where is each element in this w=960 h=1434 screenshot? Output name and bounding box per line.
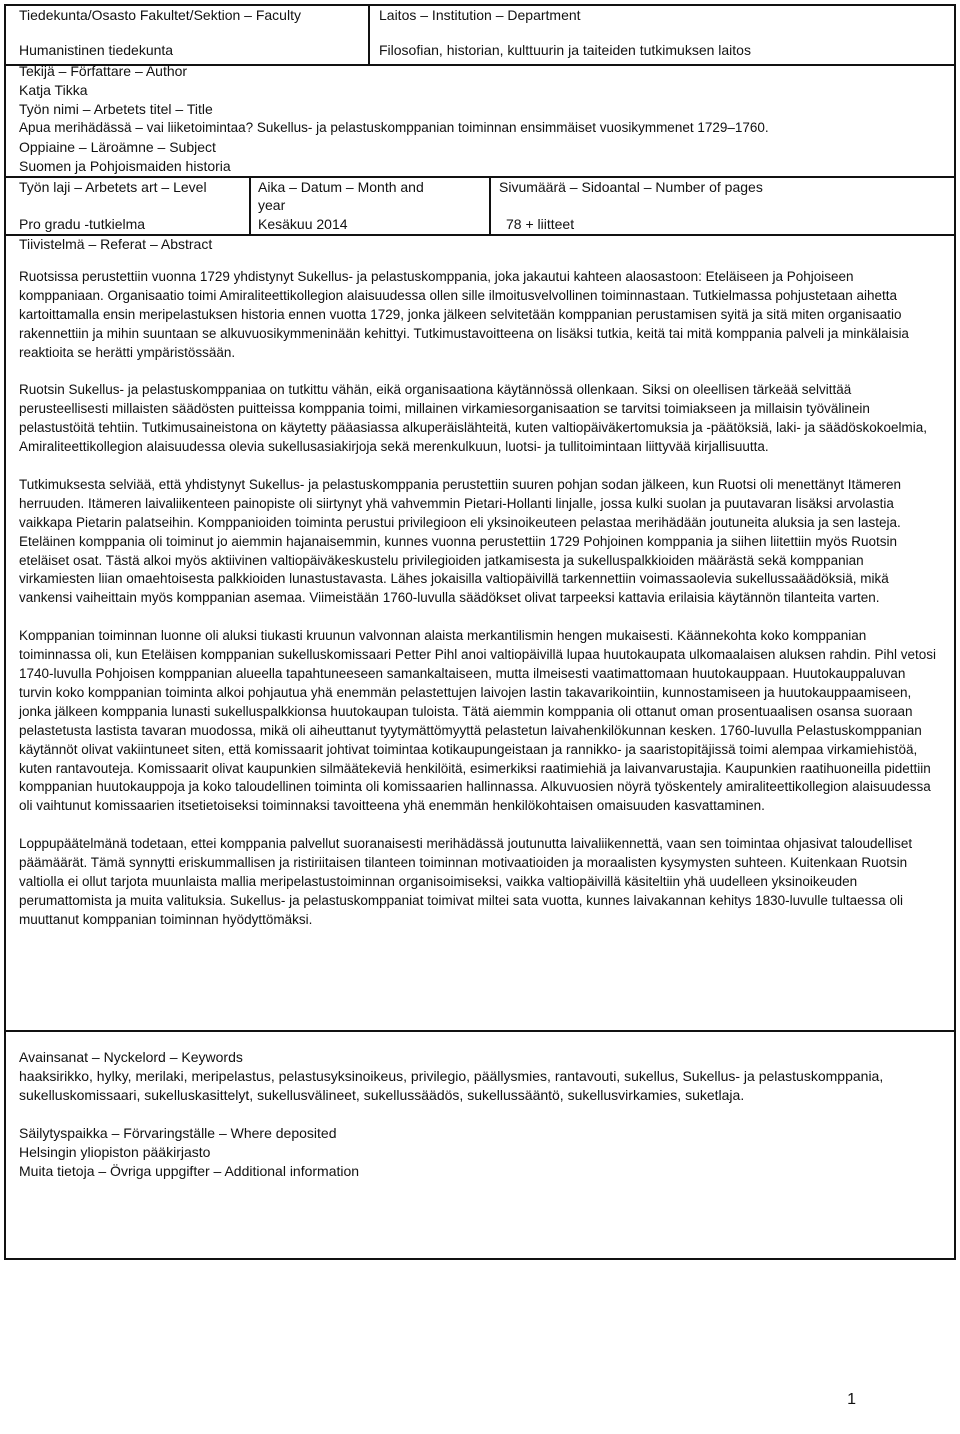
department-value: Filosofian, historian, kulttuurin ja taiteiden tutkimuksen laitos [379,42,751,58]
author-value: Katja Tikka [19,82,88,98]
abstract-paragraph: Loppupäätelmänä todetaan, ettei komppania palvellut suoranaisesti merihädässä joutunutta laivaliikennettä, vaan sen toimintaa ohjasivat taloudelliset päämäärät. Tämä synnytti eriskummallisen ja ristiriitaisen tilanteen toiminnan motivaatioiden ja moraalisten kysymysten suhteen. Kuitenkaan Ruotsin valtiolla ei ollut tarjota muunlaista mallia meripelastustoiminnan organisoimiseksi, vaikka valtiopäivillä käsiteltiin yhä uudelleen yksinoikeuden perumattomista ja muita valituksia. Sukellus- ja pelastuskomppaniat toimivat miltei sata vuotta, kunnes laivakannan kehitys 1830-luvulle tultaessa oli muuttanut komppanian toiminnan hyödyttömäksi. [19,836,913,927]
divider [368,6,370,64]
keywords-label: Avainsanat – Nyckelord – Keywords [19,1049,243,1065]
abstract-paragraph: Ruotsissa perustettiin vuonna 1729 yhdistynyt Sukellus- ja pelastuskomppania, joka jakautui kahteen alaosastoon: Eteläiseen ja Pohjoiseen komppaniaan. Organisaatio toimi Amiraliteettikollegion alaisuudessa ollen sille ilmoitusvelvollinen toiminnastaan. Tutkielmassa pohjustetaan aihetta kartoittamalla ensin meripelastuksen historia ennen vuotta 1729, jonka jälkeen selvitetään komppanian perustamisen syitä ja sitä miten organisaatio rakennettiin ja mihin suuntaan se alkuvuosikymmeninään kehittyi. Tutkimustavoitteena on lisäksi tutkia, keitä tai mitä komppania palveli ja minkälaisia reaktioita se herätti ympäristössään. [19,269,909,360]
date-label: Aika – Datum – Month and [258,179,424,195]
subject-value: Suomen ja Pohjoismaiden historia [19,158,231,174]
pages-label: Sivumäärä – Sidoantal – Number of pages [499,179,763,195]
level-label: Työn laji – Arbetets art – Level [19,179,207,195]
abstract-paragraph: Komppanian toiminnan luonne oli aluksi tiukasti kruunun valvonnan alaista merkantilismin hengen mukaisesti. Käännekohta koko komppanian toiminnassa oli, kun Eteläisen komppanian sukelluskomissaari Petter Pihl anoi valtiopäivillä lupaa huutokaupata ulkomaalaisen aluksen rahdin. Pihl vetosi 1740-luvulla Pohjoisen komppanian alueella tapahtuneeseen samankaltaiseen, mutta ilmeisesti vaatimattomaan huutokauppaan. Huutokauppaluvan turvin koko komppanian toiminta alkoi pohjautua yhä enemmän pelastettujen laivojen lastin takavarikointiin, kunnostamiseen ja huutokauppaamiseen, jonka jälkeen komppania lunasti sukelluspalkkionsa huutokaupan tuloista. Tätä aiemmin komppania oli ottanut oman prosentuaalisen osansa suoraan pelastetusta lastista tavaran muodossa, mikä oli aiheuttanut tyytymättömyyttä pelastetun laivahenkilökunnan kesken. 1760-luvulla Pelastuskomppanian käytännöt olivat vakiintuneet siten, että komissaarit johtivat toimintaa kotikaupungeistaan ja rannikko- ja saaristopitäjissä toimi alempaa virkamiehistöä, kuten rantavouteja. Komissaarit olivat kaupunkien silmäätekeviä henkilöitä, esimerkiksi raatimiehiä ja laivanvarustajia. Kaupunkien raatihuoneilla pidettiin komppanian huutokauppoja ja koko taloudellinen toiminta oli komissaarien hallinnassa. Alkuvuosien nöyrä työskentely amiraliteettikollegion alaisuudessa oli vaihtunut komissaarien itsetietoiseksi toiminnaksi tavoitteena yhä enemmän henkilökohtaisen omaisuuden kasvattaminen. [19,628,937,814]
author-label: Tekijä – Författare – Author [19,63,188,79]
deposited-value: Helsingin yliopiston pääkirjasto [19,1144,211,1160]
additional-info-label: Muita tietoja – Övriga uppgifter – Additional information [19,1163,360,1179]
department-label: Laitos – Institution – Department [379,7,581,23]
abstract-body [19,268,941,949]
keywords-value: haaksirikko, hylky, merilaki, meripelastus, pelastusyksinoikeus, privilegio, päällysmies, rantavouti, sukellus, Sukellus- ja pelastuskomppania, sukelluskomissaari, sukelluskasittelyt, sukellusvälineet, sukellussäädös, sukellussääntö, sukellusvirkamies, suketlaja. [19,1068,884,1103]
divider [6,1030,954,1032]
abstract-label: Tiivistelmä – Referat – Abstract [19,236,213,252]
subject-label: Oppiaine – Läroämne – Subject [19,139,216,155]
faculty-value: Humanistinen tiedekunta [19,42,174,58]
pages-value: 78 + liitteet [506,216,575,232]
thesis-title: Apua merihädässä – vai liiketoimintaa? Sukellus- ja pelastuskomppanian toiminnan ensimmäiset vuosikymmenet 1729–1760. [19,120,769,135]
divider [249,176,251,234]
abstract-paragraph: Tutkimuksesta selviää, että yhdistynyt Sukellus- ja pelastuskomppania perustettiin suuren pohjan sodan jälkeen, kun Ruotsi oli menettänyt Itämeren herruuden. Itämeren laivaliikenteen painopiste oli siirtynyt yhä vahvemmin Pietari-Hollanti linjalle, jossa kulki suolan ja puutavaran lisäksi arvolastia vaikkapa Pietarin palatseihin. Komppanioiden toiminta perustui privilegioon eli yksinoikeuteen pelastaa merihädään joutuneita aluksia ja sen lasteja. Eteläinen komppania oli toiminut jo aiemmin hajanaisemmin, kunnes vuonna perustettiin 1729 Pohjoinen komppania ja siihen liitettiin myös Ruotsin eteläiset osat. Tästä alkoi myös aktiivinen valtiopäiväkeskustelu privilegioiden jatkamisesta ja sukelluspalkkioiden määrästä sekä komppanian virkamiesten liian omaehtoisesta palkkioiden lunastustavasta. Lähes jokaisilla valtiopäivillä tarkennettiin voimassaolevia sukellussaäädöksiä, mikä vankensi vaiheittain myös komppanian asemaa. Viimeistään 1760-luvulla säädökset olivat tarpeeksi kattavia erilaisia käytännön tilanteita varten. [19,476,901,606]
date-label-cont: year [258,197,286,213]
date-value: Kesäkuu 2014 [258,216,348,232]
page-number: 1 [847,1391,856,1408]
faculty-label: Tiedekunta/Osasto Fakultet/Sektion – Faculty [19,7,301,23]
level-value: Pro gradu -tutkielma [19,216,146,232]
abstract-form [4,4,956,1260]
deposited-label: Säilytyspaikka – Förvaringställe – Where deposited [19,1125,337,1141]
abstract-paragraph: Ruotsin Sukellus- ja pelastuskomppaniaa on tutkittu vähän, eikä organisaationa käytännössä ollenkaan. Siksi on oleellisen tärkeää selvittää perusteellisesti millaisten säädösten puitteissa komppania toimi, millainen virkamiesorganisaation se tarvitsi toimiakseen ja millaisin työvälinein pelastustöitä tehtiin. Tutkimusaineistona on käytetty pääasiassa alkuperäislähteitä, kuten valtiopäiväkertomuksia ja -päätöksiä, laki- ja säädöskokoelmia, Amiraliteettikollegion alaisuudessa olevia sukellusasiakirjoja sekä merenkulkuun, luotsi- ja tullitoimintaan liittyvää kirjallisuutta. [19,382,927,455]
divider [489,176,491,234]
title-label: Työn nimi – Arbetets titel – Title [19,101,213,117]
